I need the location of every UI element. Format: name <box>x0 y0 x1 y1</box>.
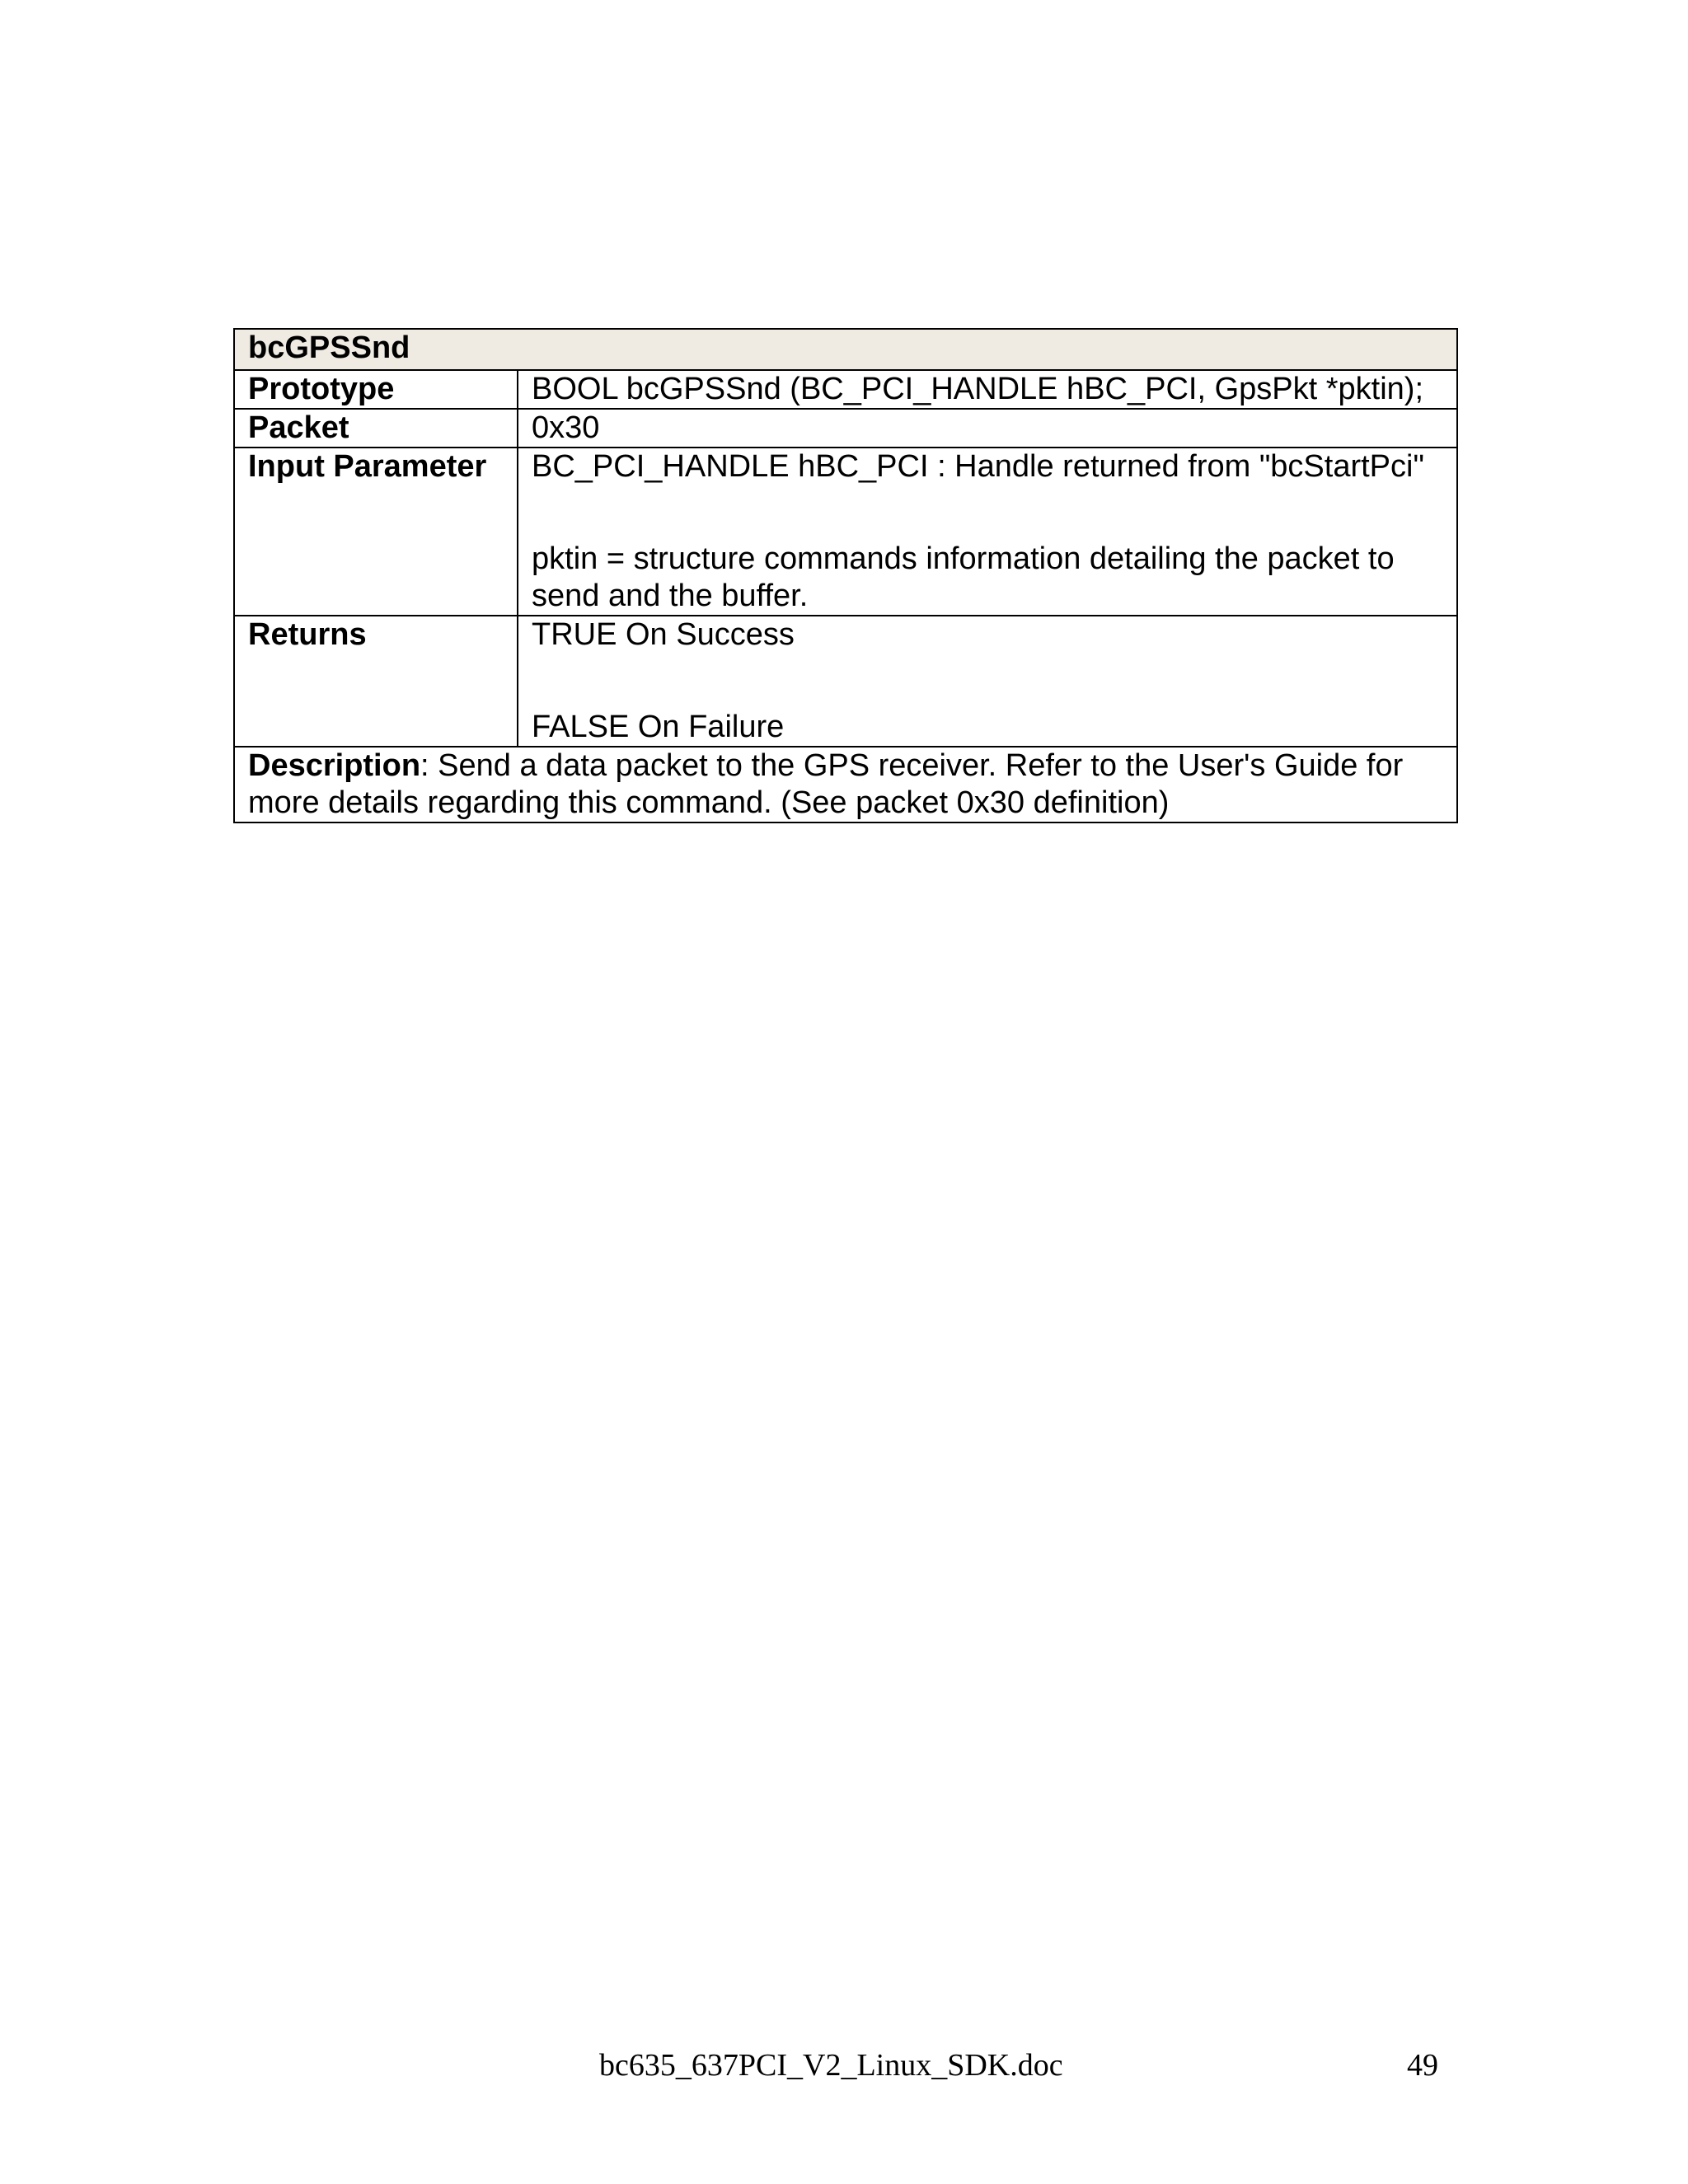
input-parameter-value <box>518 448 1457 616</box>
input-parameter-handle-text: BC_PCI_HANDLE hBC_PCI : Handle returned from "bcStartPci" <box>532 449 1424 484</box>
description-text: : Send a data packet to the GPS receiver. Refer to the User's Guide for more details regarding this command. (See packet 0x30 definition) <box>248 748 1404 820</box>
packet-value: 0x30 <box>518 409 1457 448</box>
paragraph-gap <box>532 654 1443 709</box>
returns-value <box>518 616 1457 747</box>
description-cell <box>234 747 1457 823</box>
footer-page-number: 49 <box>1407 2048 1438 2083</box>
prototype-value: BOOL bcGPSSnd (BC_PCI_HANDLE hBC_PCI, GpsPkt *pktin); <box>518 370 1457 409</box>
packet-row <box>234 409 1457 448</box>
returns-failure-text: FALSE On Failure <box>532 710 785 744</box>
input-parameter-pktin-text: pktin = structure commands information detailing the packet to send and the buffer. <box>532 541 1395 613</box>
prototype-row <box>234 370 1457 409</box>
returns-success-text: TRUE On Success <box>532 617 795 652</box>
returns-row <box>234 616 1457 747</box>
prototype-label: Prototype <box>234 370 518 409</box>
input-parameter-row <box>234 448 1457 616</box>
packet-label: Packet <box>234 409 518 448</box>
paragraph-gap <box>532 485 1443 541</box>
description-label: Description <box>248 748 421 783</box>
function-reference-table <box>233 328 1458 823</box>
returns-label: Returns <box>234 616 518 747</box>
function-name-heading: bcGPSSnd <box>234 329 1457 370</box>
table-title-row <box>234 329 1457 370</box>
description-row <box>234 747 1457 823</box>
footer-filename: bc635_637PCI_V2_Linux_SDK.doc <box>599 2048 1063 2083</box>
input-parameter-label: Input Parameter <box>234 448 518 616</box>
